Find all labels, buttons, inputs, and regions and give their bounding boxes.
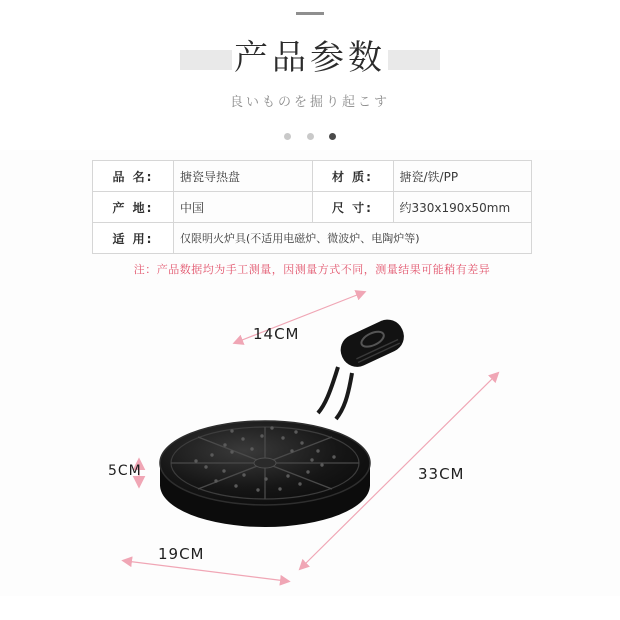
carousel-dot-1[interactable] — [284, 133, 291, 140]
spec-value-usage: 仅限明火炉具(不适用电磁炉、微波炉、电陶炉等) — [174, 223, 532, 254]
carousel-dot-2[interactable] — [307, 133, 314, 140]
table-row — [93, 161, 532, 192]
spec-label-name: 品 名: — [93, 161, 174, 192]
spec-table — [92, 160, 532, 254]
spec-label-origin: 产 地: — [93, 192, 174, 223]
spec-table-section — [92, 160, 532, 277]
table-row — [93, 192, 532, 223]
carousel-dot-3[interactable] — [329, 133, 336, 140]
page-header — [0, 0, 620, 150]
spec-value-size: 约330x190x50mm — [393, 192, 532, 223]
measurement-note: 注：产品数据均为手工测量，因测量方式不同，测量结果可能稍有差异 — [133, 263, 491, 276]
bottom-spacer — [0, 596, 620, 620]
table-row — [93, 223, 532, 254]
dimension-label-19cm: 19CM — [158, 545, 205, 563]
spec-label-size: 尺 寸: — [312, 192, 393, 223]
product-diagram — [0, 285, 620, 595]
carousel-dots — [0, 126, 620, 145]
page-title: 产品参数 — [234, 38, 386, 78]
spec-label-material: 材 质: — [312, 161, 393, 192]
dimension-label-5cm: 5CM — [108, 463, 142, 479]
dimension-label-33cm: 33CM — [418, 465, 465, 483]
spec-value-origin: 中国 — [174, 192, 313, 223]
spec-label-usage: 适 用: — [93, 223, 174, 254]
dimension-arrows — [0, 285, 620, 595]
spec-value-material: 搪瓷/铁/PP — [393, 161, 532, 192]
title-bar-left — [180, 50, 232, 70]
page-subtitle: 良いものを掘り起こす — [229, 95, 390, 110]
title-bar-right — [388, 50, 440, 70]
top-divider-dash — [296, 12, 324, 15]
dimension-label-14cm: 14CM — [253, 325, 300, 343]
title-block — [0, 30, 620, 145]
spec-value-name: 搪瓷导热盘 — [174, 161, 313, 192]
